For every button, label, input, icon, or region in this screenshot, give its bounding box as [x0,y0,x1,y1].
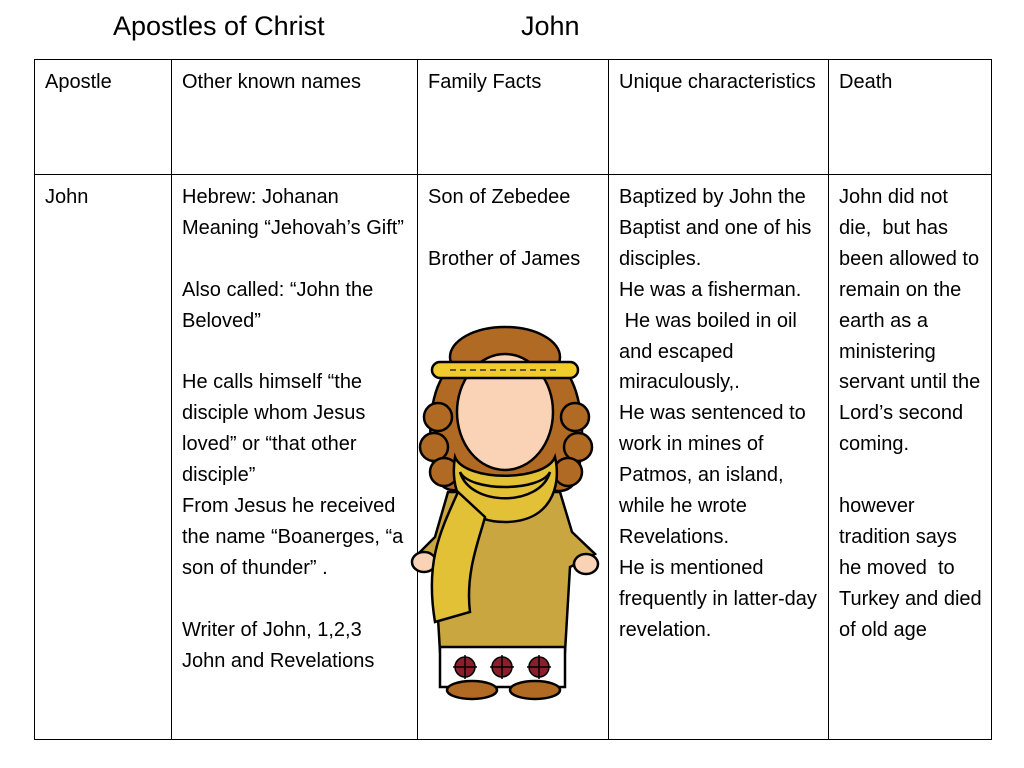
apostle-name-heading: John [521,11,580,41]
cell-other-names: Hebrew: Johanan Meaning “Jehovah’s Gift” Also called: “John the Beloved” He calls himself “the disciple whom Jesus loved” or “that other disciple” From Jesus he received the name “Boanerges, “a son of thunder” . Writer of John, 1,2,3 John and Revelations [172,175,418,740]
page-title: Apostles of Christ [113,11,325,41]
cell-unique-characteristics: Baptized by John the Baptist and one of his disciples. He was a fisherman. He was boiled in oil and escaped miraculously,. He was sentenced to work in mines of Patmos, an island, while he wrote Revelations. He is mentioned frequently in latter-day revelation. [609,175,829,740]
header-unique-characteristics: Unique characteristics [609,60,829,175]
cell-death: John did not die, but has been allowed to remain on the earth as a ministering servant until the Lord’s second coming. however tradition says he moved to Turkey and died of old age [829,175,992,740]
header-other-names: Other known names [172,60,418,175]
header-family-facts: Family Facts [418,60,609,175]
header-death: Death [829,60,992,175]
table-header-row [35,60,992,175]
apostle-john-cartoon-icon [410,322,600,702]
cell-apostle: John [35,175,172,740]
header-apostle: Apostle [35,60,172,175]
cell-family-facts: Son of Zebedee Brother of James [418,175,609,740]
